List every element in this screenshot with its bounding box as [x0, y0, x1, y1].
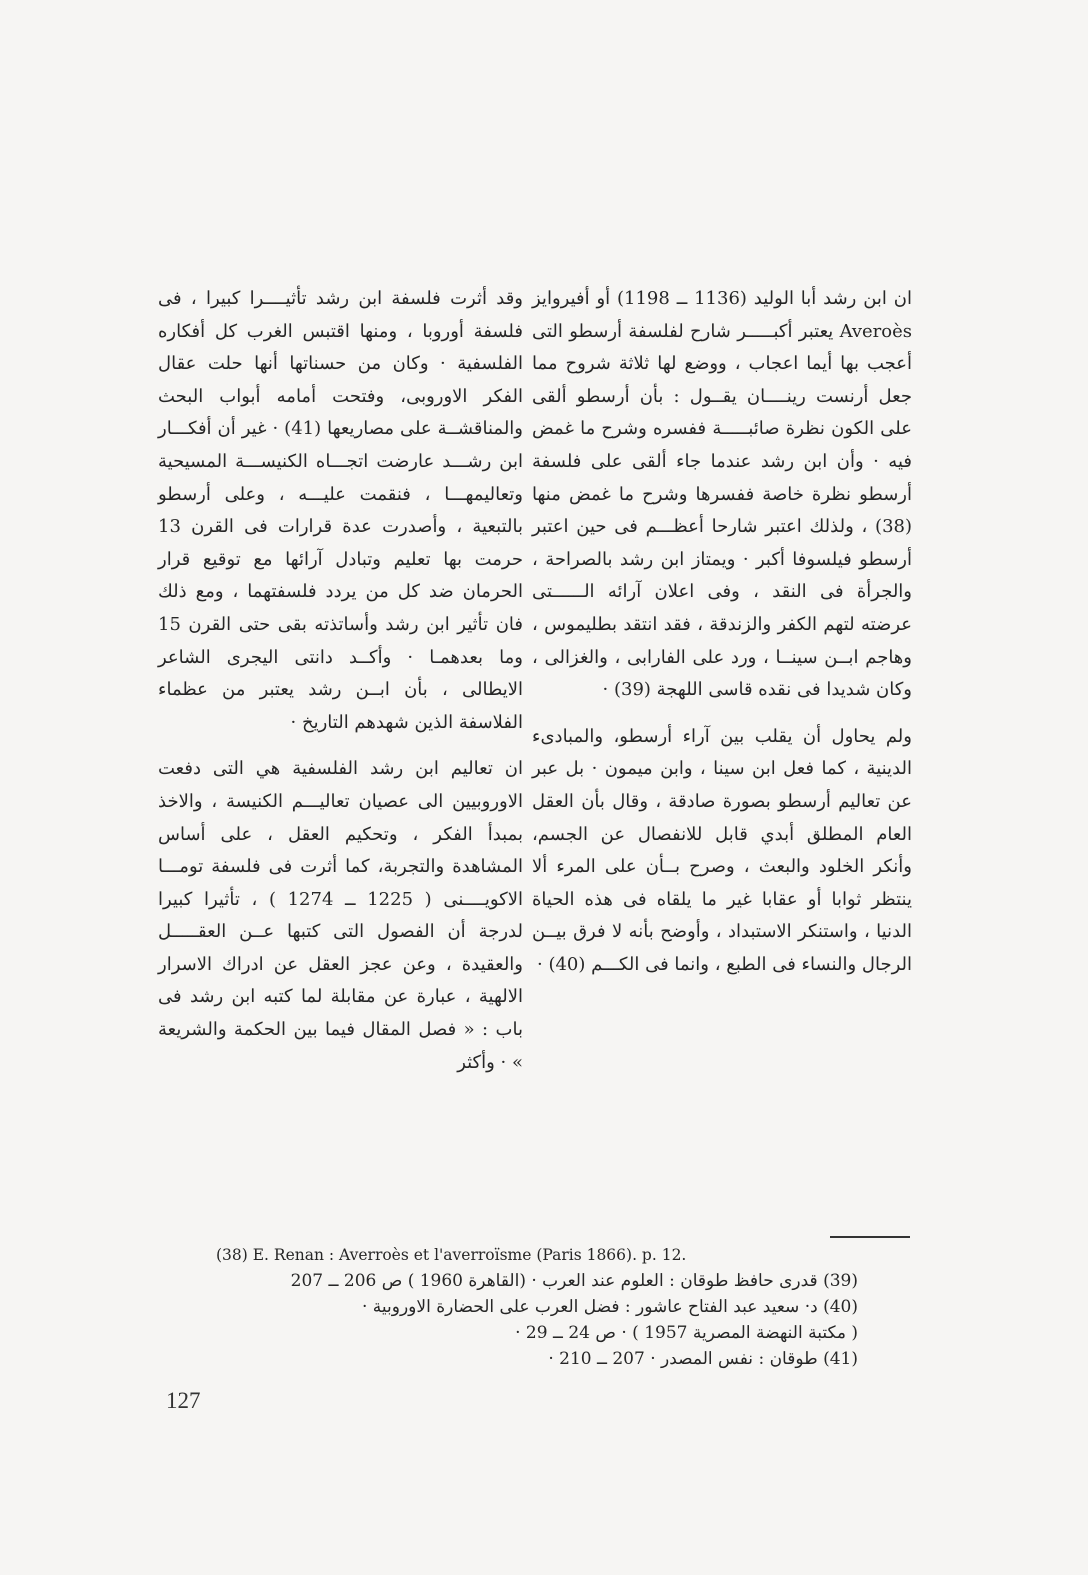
- paragraph: ان تعاليم ابن رشد الفلسفية هي التى دفعت الاوروبيين الى عصيان تعاليـــم الكنيسة ، والاخذ بمبدأ الفكر ، وتحكيم العقل ، على أساس المشاهدة والتجربة، كما أثرت فى فلسفة تومـــا الاكويــــنى ( 1225 ــ 1274 ) ، تأثيرا كبيرا لدرجة أن الفصول التى كتبها عــن العقـــــل والعقيدة ، وعن عجز العقل عن ادراك الاسرار الالهية ، عبارة عن مقابلة لما كتبه ابن رشد فى باب : « فصل المقال فيما بين الحكمة والشريعة » · وأكثر: [158, 758, 523, 1073]
- paragraph: وقد أثرت فلسفة ابن رشد تأثيــــرا كبيرا ، فى فلسفة أوروبا ، ومنها اقتبس الغرب كل أفكاره الفلسفية · وكان من حسناتها أنها حلت عقال الفكر الاوروبى، وفتحت أمامه أبواب البحث والمناقشــة على مصاريعها (41) · غير أن أفكـــار ابن رشـــد عارضت اتجـــاه الكنيســـة المسيحية وتعاليمهـــا ، فنقمت عليـــه ، وعلى أرسطو بالتبعية ، وأصدرت عدة قرارات فى القرن 13 حرمت بها تعليم وتبادل آرائها مع توقيع قرار الحرمان ضد كل من يردد فلسفتهما ، ومع ذلك فان تأثير ابن رشد وأساتذته بقى حتى القرن 15 وما بعدهمـا · وأكــد دانتى اليجرى الشاعر الايطالى ، بأن ابــن رشد يعتبر من عظماء الفلاسفة الذين شهدهم التاريخ ·: [158, 288, 524, 733]
- footnote-40-continued: ( مكتبة النهضة المصرية 1957 ) · ص 24 ــ 29 ·: [515, 1323, 858, 1343]
- footnote-separator: [830, 1236, 910, 1238]
- footnote-40: (40) د· سعيد عبد الفتاح عاشور : فضل العرب على الحضارة الاوروبية ·: [361, 1297, 858, 1317]
- left-text-column: [158, 283, 523, 1079]
- footnote-39: (39) قدرى حافظ طوقان : العلوم عند العرب · (القاهرة 1960 ) ص 206 ــ 207: [290, 1271, 858, 1291]
- footnote-41: (41) طوقان : نفس المصدر · 207 ــ 210 ·: [548, 1349, 858, 1369]
- footnotes: [158, 1242, 858, 1372]
- paragraph: ولم يحاول أن يقلب بين آراء أرسطو، والمبادىء الدينية ، كما فعل ابن سينا ، وابن ميمون · بل عبر عن تعاليم أرسطو بصورة صادقة ، وقال بأن العقل العام المطلق أبدي قابل للانفصال عن الجسم، وأنكر الخلود والبعث ، وصرح بــأن على المرء ألا ينتظر ثوابا أو عقابا غير ما يلقاه فى هذه الحياة الدنيا ، واستنكر الاستبداد ، وأوضح بأنه لا فرق بيــن الرجال والنساء فى الطبع ، وانما فى الكـــم (40) ·: [532, 725, 912, 975]
- page-number: 127: [166, 1388, 201, 1413]
- footnote-38: (38) E. Renan : Averroès et l'averroïsme (Paris 1866). p. 12.: [216, 1246, 687, 1264]
- paragraph: ان ابن رشد أبا الوليد (1136 ــ 1198) أو أفيروايز Averoès يعتبر أكبـــــر شارح لفلسفة أرسطو التى أعجب بها أيما اعجاب ، ووضع لها ثلاثة شروح مما جعل أرنست رينــــان يقــول : بأن أرسطو ألقى على الكون نظرة صائبـــــة ففسره وشرح ما غمض فيه · وأن ابن رشد عندما جاء ألقى على فلسفة أرسطو نظرة خاصة ففسرها وشرح ما غمض منها (38) ، ولذلك اعتبر شارحا أعظـــم فى حين اعتبر أرسطو فيلسوفا أكبر · ويمتاز ابن رشد بالصراحة ، والجرأة فى النقد ، وفى اعلان آرائه الــــــتى عرضته لتهم الكفر والزندقة ، فقد انتقد بطليموس ، وهاجم ابــن سينــا ، ورد على الفارابى ، والغزالى ، وكان شديدا فى نقده قاسى اللهجة (39) ·: [532, 288, 913, 701]
- right-text-column: [532, 283, 912, 981]
